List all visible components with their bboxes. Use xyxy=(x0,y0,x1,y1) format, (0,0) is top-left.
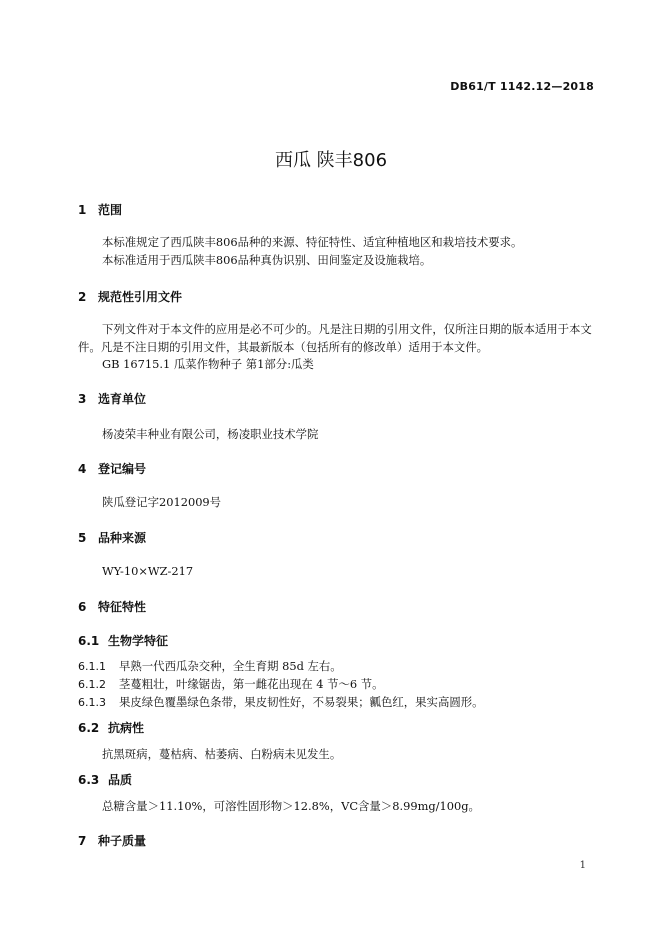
paragraph: 陕瓜登记字2012009号 xyxy=(102,495,222,509)
paragraph: 总糖含量＞11.10%，可溶性固形物＞12.8%，VC含量＞8.99mg/100g。 xyxy=(102,799,480,813)
clause-6-1-2 xyxy=(78,676,384,692)
paragraph: 杨凌荣丰种业有限公司，杨凌职业技术学院 xyxy=(102,427,319,441)
clause-text: 果皮绿色覆墨绿色条带，果皮韧性好，不易裂果；瓤色红，果实高圆形。 xyxy=(119,695,484,709)
subsection-number: 6.2 xyxy=(78,721,100,735)
paragraph: 本标准规定了西瓜陕丰806品种的来源、特征特性、适宜种植地区和栽培技术要求。 xyxy=(102,235,523,249)
standard-number: DB61/T 1142.12—2018 xyxy=(450,80,594,93)
clause-6-1-1 xyxy=(78,658,342,674)
subsection-title: 抗病性 xyxy=(108,721,145,735)
section-6-heading xyxy=(78,598,146,615)
section-number: 7 xyxy=(78,834,87,848)
paragraph: 抗黑斑病，蔓枯病、枯萎病、白粉病未见发生。 xyxy=(102,747,342,761)
section-5-heading xyxy=(78,529,146,546)
subsection-number: 6.3 xyxy=(78,773,100,787)
paragraph: 本标准适用于西瓜陕丰806品种真伪识别、田间鉴定及设施栽培。 xyxy=(102,253,432,267)
section-7-heading xyxy=(78,832,146,849)
section-title: 规范性引用文件 xyxy=(98,290,183,304)
subsection-6-1-heading xyxy=(78,632,168,649)
page-number: 1 xyxy=(579,860,586,871)
normative-reference: GB 16715.1 瓜菜作物种子 第1部分:瓜类 xyxy=(102,357,314,371)
clause-number: 6.1.2 xyxy=(78,678,106,691)
clause-number: 6.1.1 xyxy=(78,660,106,673)
section-number: 2 xyxy=(78,290,87,304)
section-title: 特征特性 xyxy=(98,600,147,614)
section-title: 登记编号 xyxy=(98,462,147,476)
clause-text: 茎蔓粗壮，叶缘锯齿，第一雌花出现在 4 节～6 节。 xyxy=(119,677,384,691)
section-4-heading xyxy=(78,460,146,477)
clause-number: 6.1.3 xyxy=(78,696,106,709)
section-number: 6 xyxy=(78,600,87,614)
section-number: 5 xyxy=(78,531,87,545)
subsection-number: 6.1 xyxy=(78,634,100,648)
paragraph: WY-10×WZ-217 xyxy=(102,564,194,578)
section-title: 品种来源 xyxy=(98,531,147,545)
subsection-6-2-heading xyxy=(78,719,144,736)
section-3-heading xyxy=(78,390,146,407)
document-title: 西瓜 陕丰806 xyxy=(274,150,388,171)
section-number: 4 xyxy=(78,462,87,476)
section-number: 1 xyxy=(78,203,87,217)
section-title: 范围 xyxy=(98,203,123,217)
section-2-heading xyxy=(78,288,182,305)
section-title: 种子质量 xyxy=(98,834,147,848)
paragraph: 下列文件对于本文件的应用是必不可少的。凡是注日期的引用文件，仅所注日期的版本适用于本文件。凡是不注日期的引用文件，其最新版本（包括所有的修改单）适用于本文件。 xyxy=(78,322,592,354)
clause-6-1-3 xyxy=(78,694,484,710)
section-1-heading xyxy=(78,201,122,218)
section-number: 3 xyxy=(78,392,87,406)
clause-text: 早熟一代西瓜杂交种，全生育期 85d 左右。 xyxy=(119,659,342,673)
subsection-title: 生物学特征 xyxy=(108,634,169,648)
subsection-title: 品质 xyxy=(108,773,133,787)
subsection-6-3-heading xyxy=(78,771,132,788)
section-title: 选育单位 xyxy=(98,392,147,406)
